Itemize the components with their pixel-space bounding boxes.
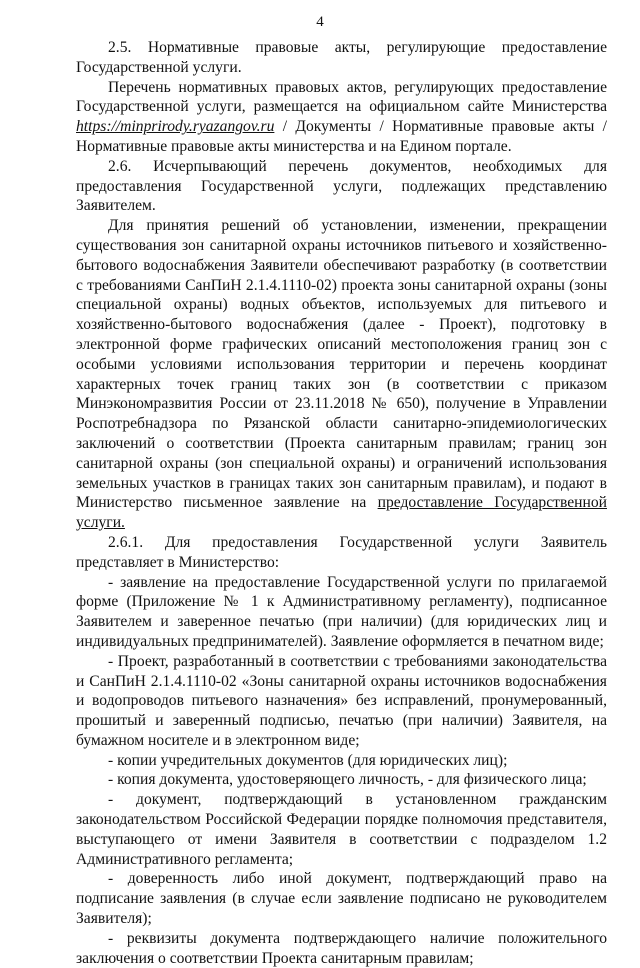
list-item-project: - Проект, разработанный в соответствии с требованиями законодательства и СанПиН 2.1.4.1110-02 «Зоны санитарной охраны источников водоснабжения и водопроводов питьевого назначения» без исправлений, пронумерованный, прошитый и заверенный подписью, печатью (при наличии) Заявителя, на бумажном носителе и в электронном виде; <box>76 652 607 749</box>
ministry-website-link[interactable]: https://minprirody.ryazangov.ru <box>76 118 275 136</box>
list-item-representative-authority: - документ, подтверждающий в установленном гражданским законодательством Российской Федерации порядке полномочия представителя, выступающего от имени Заявителя в соответствии с подразделом 1.2 Административного регламента; <box>76 791 607 868</box>
section-heading-2-6-1: 2.6.1. Для предоставления Государственной услуги Заявитель представляет в Министерство: <box>76 533 607 571</box>
section-heading-2-5: 2.5. Нормативные правовые акты, регулирующие предоставление Государственной услуги. <box>76 39 607 76</box>
document-body <box>76 38 607 968</box>
list-item-founding-documents: - копии учредительных документов (для юридических лиц); <box>108 751 508 769</box>
list-item-power-of-attorney: - доверенность либо иной документ, подтверждающий право на подписание заявления (в случае если заявление подписано не руководителем Заявителя); <box>76 870 607 928</box>
paragraph-regulations-text: Перечень нормативных правовых актов, регулирующих предоставление Государственной услуги, размещается на официальном сайте Министерства <box>76 78 607 116</box>
section-heading-2-6: 2.6. Исчерпывающий перечень документов, необходимых для предоставления Государственной услуги, подлежащих представлению Заявителем. <box>76 157 607 215</box>
paragraph-decisions-underlined: предоставление Государственной услуги. <box>76 494 607 532</box>
paragraph-regulations <box>76 78 607 157</box>
paragraph-decisions <box>76 216 607 533</box>
list-item-conclusion-details: - реквизиты документа подтверждающего наличие положительного заключения о соответствии Проекта санитарным правилам; <box>76 929 607 967</box>
list-item-identity-document: - копия документа, удостоверяющего личность, - для физического лица; <box>108 771 587 789</box>
paragraph-regulations-path: / Документы / Нормативные правовые акты / Нормативные правовые акты министерства и на Едином портале. <box>76 118 607 155</box>
page-number: 4 <box>316 14 324 30</box>
paragraph-decisions-text: Для принятия решений об установлении, изменении, прекращении существования зон санитарной охраны источников питьевого и хозяйственно-бытового водоснабжения Заявители обеспечивают разработку (в соответствии с требованиями СанПиН 2.1.4.1110-02) проекта зоны санитарной охраны (зоны специальной охраны) водных объектов, используемых для питьевого и хозяйственно-бытового водоснабжения (далее - Проект), подготовку в электронной форме графических описаний местоположения границ зон с особыми условиями использования территории и перечень координат характерных точек границ таких зон (в соответствии с приказом Минэкономразвития России от 23.11.2018 № 650), получение в Управлении Роспотребнадзора по Рязанской области санитарно-эпидемиологических заключений о соответствии (Проекта санитарным правилам; границ зон санитарной охраны (зон специальной охраны) и ограничений использования земельных участков в границах таких зон санитарным правилам), и подают в Министерство письменное заявление на <box>76 217 607 512</box>
list-item-application: - заявление на предоставление Государственной услуги по прилагаемой форме (Приложение № 1 к Административному регламенту), подписанное Заявителем и заверенное печатью (при наличии) (для юридических лиц и индивидуальных предпринимателей). Заявление оформляется в печатном виде; <box>76 573 607 650</box>
